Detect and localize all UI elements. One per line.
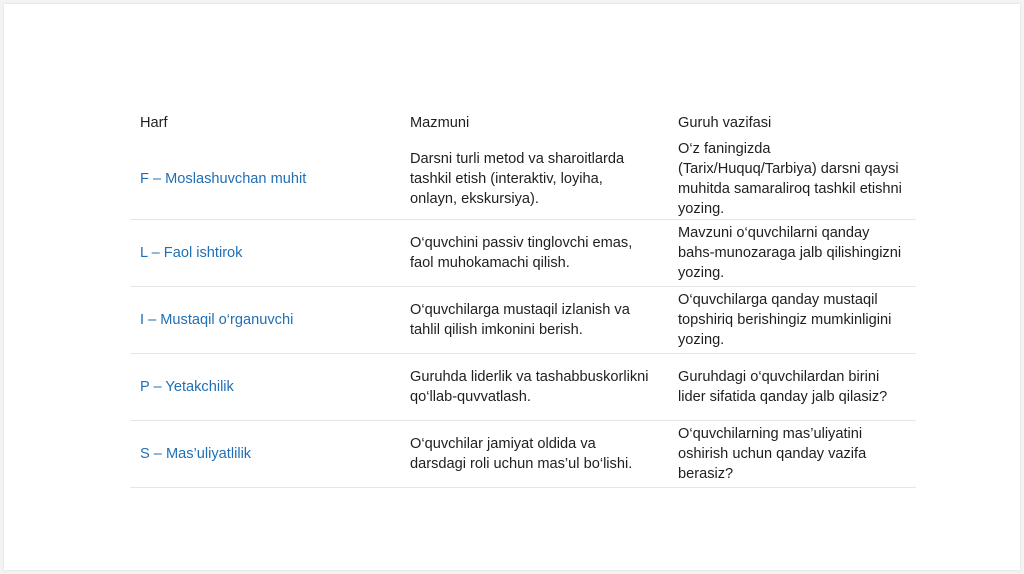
row-meaning: Guruhda liderlik va tashabbuskorlikni qo‘llab-quvvatlash. — [392, 354, 660, 421]
row-task: Mavzuni o‘quvchilarni qanday bahs-munozaraga jalb qilishingizni yozing. — [660, 220, 916, 287]
row-task: Guruhdagi o‘quvchilardan birini lider sifatida qanday jalb qilasiz? — [660, 354, 916, 421]
header-harf: Harf — [140, 115, 168, 131]
row-task: O‘quvchilarga qanday mustaqil topshiriq berishingiz mumkinligini yozing. — [660, 287, 916, 354]
header-mazmuni: Mazmuni — [410, 115, 470, 131]
flips-table — [130, 107, 916, 488]
row-meaning: O‘quvchini passiv tinglovchi emas, faol muhokamachi qilish. — [392, 220, 660, 287]
row-letter: F – Moslashuvchan muhit — [130, 139, 392, 220]
row-letter: L – Faol ishtirok — [130, 220, 392, 287]
row-meaning: O‘quvchilarga mustaqil izlanish va tahlil qilish imkonini berish. — [392, 287, 660, 354]
row-task: O‘z faningizda (Tarix/Huquq/Tarbiya) darsni qaysi muhitda samaraliroq tashkil etishni yozing. — [660, 139, 916, 220]
table-row — [130, 220, 916, 287]
row-letter: S – Mas’uliyatlilik — [130, 421, 392, 488]
row-task: O‘quvchilarning mas’uliyatini oshirish uchun qanday vazifa berasiz? — [660, 421, 916, 488]
table-header-row — [130, 107, 916, 139]
row-letter: P – Yetakchilik — [130, 354, 392, 421]
table-row — [130, 287, 916, 354]
header-guruh-vazifasi: Guruh vazifasi — [678, 115, 772, 131]
table-row — [130, 354, 916, 421]
table-row — [130, 139, 916, 220]
table-row — [130, 421, 916, 488]
slide — [4, 4, 1020, 570]
row-letter: I – Mustaqil o‘rganuvchi — [130, 287, 392, 354]
row-meaning: O‘quvchilar jamiyat oldida va darsdagi roli uchun mas’ul bo‘lishi. — [392, 421, 660, 488]
row-meaning: Darsni turli metod va sharoitlarda tashkil etish (interaktiv, loyiha, onlayn, ekskursiya). — [392, 139, 660, 220]
